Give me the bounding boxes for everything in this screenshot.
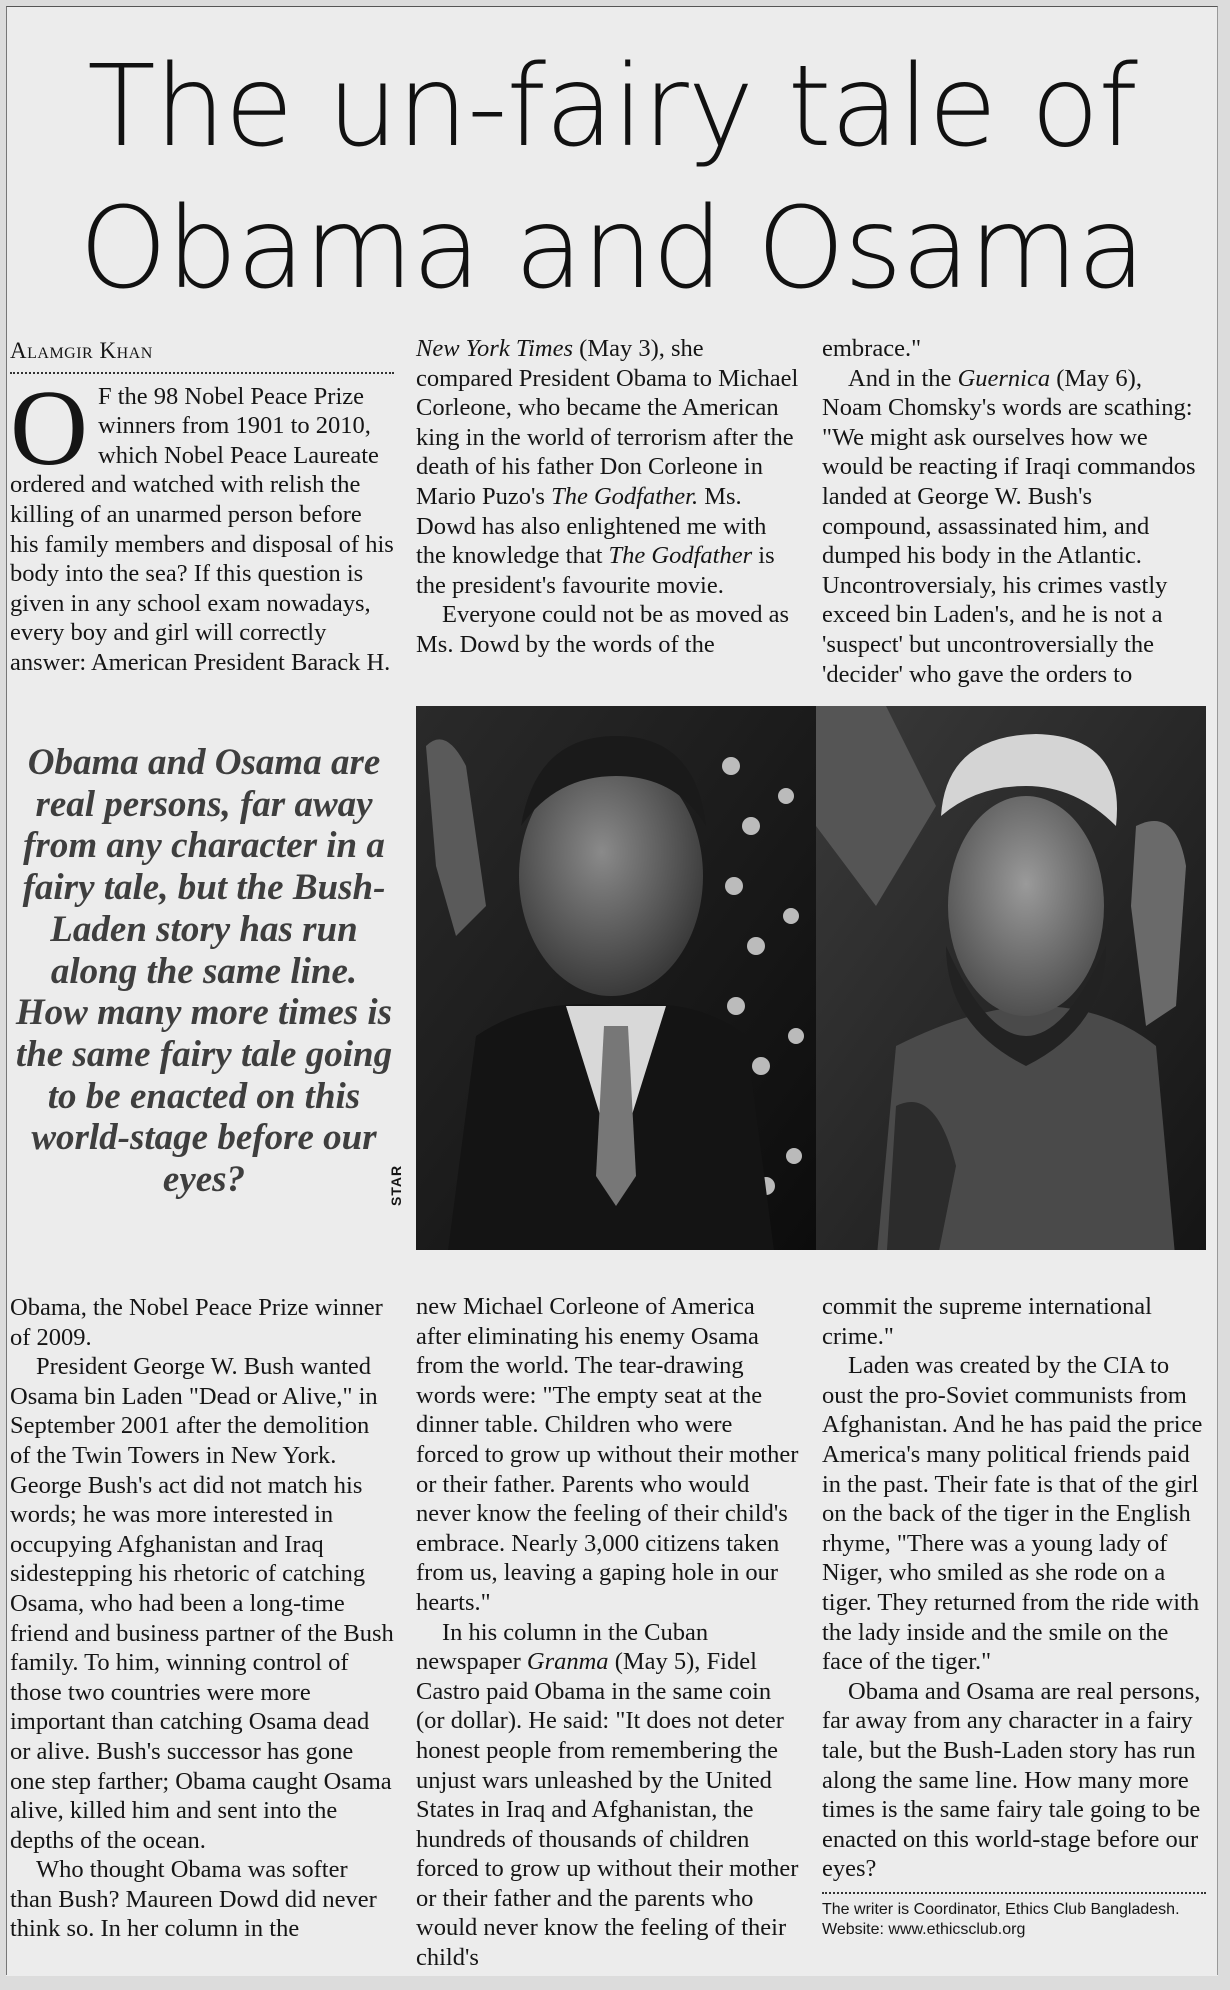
article-column-1-bottom [10, 1293, 394, 1944]
article-column-2-top [416, 334, 801, 660]
author-note: The writer is Coordinator, Ethics Club Bangladesh. Website: www.ethicsclub.org [822, 1892, 1206, 1940]
article-column-3-bottom [822, 1292, 1206, 1884]
paragraph [416, 334, 801, 600]
paragraph: new Michael Corleone of America after eliminating his enemy Osama from the world. The tear-drawing words were: "The empty seat at the dinner table. Children who were forced to grow up without their mother or their father. Parents who would never know the feeling of their child's embrace. Nearly 3,000 citizens taken from us, leaving a gaping hole in our hearts." [416, 1293, 799, 1616]
paragraph-text: In his column in the Cuban newspaper [416, 1618, 709, 1676]
paragraph: Obama and Osama are real persons, far away from any character in a fairy tale, but the Bush-Laden story has run along the same line. How many more times is the same fairy tale going to be enacted on this world-stage before our eyes? [822, 1677, 1201, 1883]
paragraph: Everyone could not be as moved as Ms. Dowd by the words of the [416, 601, 789, 658]
paragraph-text: is the president's favourite movie. [416, 542, 775, 599]
paragraph-text: (May 3), she compared President Obama to Michael Corleone, who became the American king in the world of terrorism after the death of his father Don Corleone in Mario Puzo's [416, 335, 799, 510]
photo-illustration [416, 706, 1206, 1250]
byline: Alamgir Khan [10, 336, 394, 374]
paragraph: Laden was created by the CIA to oust the pro-Soviet communists from Afghanistan. And he has paid the price America's many political friends paid in the past. Their fate is that of the girl on the back of the tiger in the English rhyme, "There was a young lady of Niger, who smiled as she rode on a tiger. They returned from the ride with the lady inside and the smile on the face of the tiger." [822, 1352, 1203, 1676]
lead-paragraph-text: F the 98 Nobel Peace Prize winners from 1901 to 2010, which Nobel Peace Laureate ordered and watched with relish the killing of an unarmed person before his family members and disposal of his body into the sea? If this question is given in any school exam nowadays, every boy and girl will correctly answer: American President Barack H. [10, 382, 394, 676]
paragraph: Who thought Obama was softer than Bush? Maureen Dowd did never think so. In her column in the [10, 1856, 377, 1943]
headline-line-1: The un-fairy tale of [87, 42, 1137, 172]
drop-cap: O [10, 368, 88, 488]
paragraph [822, 364, 1206, 690]
lead-paragraph [10, 368, 394, 678]
article-photo [416, 706, 1206, 1250]
article-column-3-top [822, 334, 1206, 689]
book-title: The Godfather [608, 542, 753, 570]
article-column-2-bottom [416, 1292, 801, 1973]
paragraph-text: (May 6), Noam Chomsky's words are scathing: "We might ask ourselves how we would be reacting if Iraqi commandos landed at George W. Bush's compound, assassinated him, and dumped his body in the Atlantic. Uncontroversialy, his crimes vastly exceed bin Laden's, and he is not a 'suspect' but uncontroversially the 'decider' who gave the orders to [822, 364, 1196, 688]
paragraph-text: And in the [848, 364, 958, 392]
headline-line-2: Obama and Osama [79, 184, 1145, 314]
paragraph-text: Ms. Dowd has also enlightened me with the knowledge that [416, 482, 767, 570]
paragraph [416, 1618, 801, 1973]
paragraph: Obama, the Nobel Peace Prize winner of 2009. [10, 1294, 383, 1351]
newspaper-page [6, 6, 1218, 1976]
publication-name: Guernica [957, 364, 1051, 392]
paragraph: President George W. Bush wanted Osama bin Laden "Dead or Alive," in September 2001 after the demolition of the Twin Towers in New York. George Bush's act did not match his words; he was more interested in occupying Afghanistan and Iraq sidestepping his rhetoric of catching Osama, who had been a long-time friend and business partner of the Bush family. To him, winning control of those two countries were more important than catching Osama dead or alive. Bush's successor has gone one step farther; Obama caught Osama alive, killed him and sent into the depths of the ocean. [10, 1353, 394, 1854]
paragraph-text: (May 5), Fidel Castro paid Obama in the same coin (or dollar). He said: "It does not deter honest people from remembering the unjust wars unleashed by the United States in Iraq and Afghanistan, the hundreds of thousands of children forced to grow up without their mother or their father and the parents who would never know the feeling of their child's [416, 1648, 799, 1972]
pull-quote: Obama and Osama are real persons, far away from any character in a fairy tale, but the Bush-Laden story has run along the same line. How many more times is the same fairy tale going to be enacted on this world-stage before our eyes? [15, 742, 393, 1201]
publication-name: New York Times [416, 335, 574, 362]
headline [6, 36, 1218, 320]
article-column-1-top [10, 336, 394, 678]
book-title: The Godfather. [551, 482, 699, 510]
publication-name: Granma [526, 1648, 609, 1676]
photo-credit: STAR [388, 1164, 404, 1206]
paragraph: embrace." [822, 335, 922, 362]
paragraph: commit the supreme international crime." [822, 1293, 1152, 1350]
